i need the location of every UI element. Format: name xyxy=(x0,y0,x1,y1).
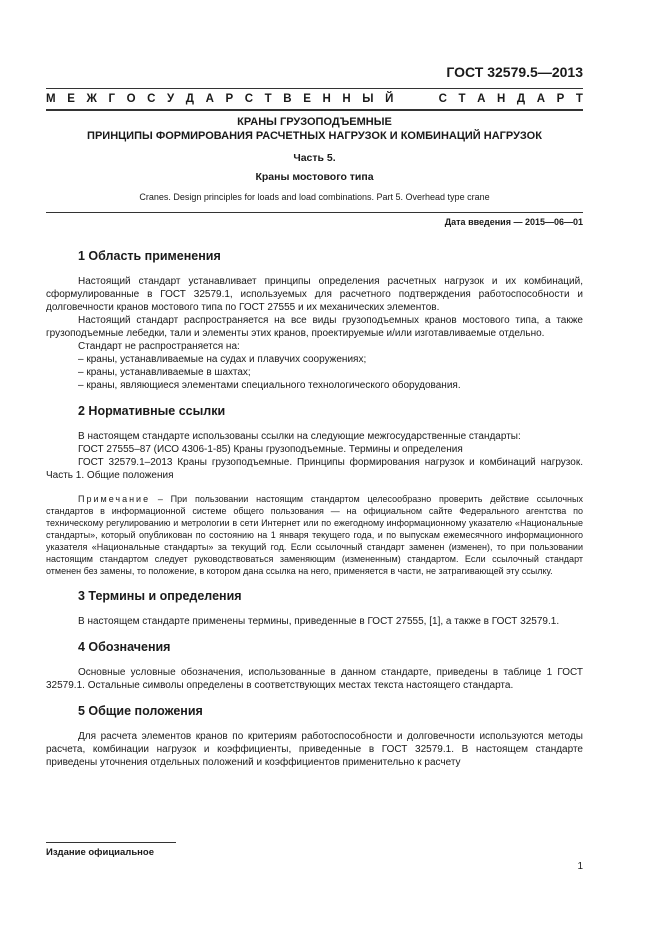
banner-letter: А xyxy=(205,93,214,105)
document-body xyxy=(46,248,583,769)
english-title: Cranes. Design principles for loads and load combinations. Part 5. Overhead type crane xyxy=(139,192,490,202)
document-title-block xyxy=(46,115,583,202)
banner-letter: Ж xyxy=(86,93,97,105)
section-heading-scope: 1 Область применения xyxy=(78,249,221,263)
title-line-2: ПРИНЦИПЫ ФОРМИРОВАНИЯ РАСЧЕТНЫХ НАГРУЗОК И КОМБИНАЦИЙ НАГРУЗОК xyxy=(87,130,542,142)
document-subtitle: Краны мостового типа xyxy=(255,171,374,183)
banner-letter: Е xyxy=(303,93,311,105)
paragraph: Настоящий стандарт устанавливает принципы определения расчетных нагрузок и их комбинаций, сформулированные в ГОСТ 32579.1, используемых для расчетного подтверждения работоспособности и долговечности кранов мостового типа по ГОСТ 27555 и их механических элементов. xyxy=(46,276,583,313)
list-item: – краны, являющиеся элементами специального технологического оборудования. xyxy=(78,380,461,391)
banner-letter: Р xyxy=(556,93,565,105)
banner-letter: Ы xyxy=(362,93,374,105)
banner-letter: У xyxy=(167,93,175,105)
banner-letter: Е xyxy=(67,93,75,105)
paragraph: В настоящем стандарте использованы ссылки на следующие межгосударственные стандарты: xyxy=(78,431,521,442)
page-number: 1 xyxy=(577,861,583,872)
paragraph: В настоящем стандарте применены термины, приведенные в ГОСТ 27555, [1], а также в ГОСТ 32579.1. xyxy=(78,616,560,627)
reference-item: ГОСТ 32579.1–2013 Краны грузоподъемные. Принципы формирования нагрузок и комбинаций нагрузок. Часть 1. Общие положения xyxy=(46,457,583,481)
paragraph: Стандарт не распространяется на: xyxy=(78,341,240,352)
banner-letter: С xyxy=(438,93,447,105)
banner-letter: Т xyxy=(264,93,272,105)
banner-letter: Р xyxy=(225,93,234,105)
list-item: – краны, устанавливаемые на судах и плавучих сооружениях; xyxy=(78,354,367,365)
note-label: Примечание xyxy=(78,494,151,504)
standard-number: ГОСТ 32579.5—2013 xyxy=(446,64,583,80)
paragraph: Основные условные обозначения, использованные в данном стандарте, приведены в таблице 1 ГОСТ 32579.1. Остальные символы определены в соответствующих местах текста настоящего стандарта. xyxy=(46,667,583,691)
section-heading-general: 5 Общие положения xyxy=(78,704,203,718)
banner-letter: А xyxy=(477,93,486,105)
section-heading-references: 2 Нормативные ссылки xyxy=(78,404,226,418)
part-label: Часть 5. xyxy=(293,152,336,164)
paragraph: Настоящий стандарт распространяется на все виды грузоподъемных кранов мостового типа, а также грузоподъемные лебедки, тали и элементы этих кранов, проектируемые и/или изготавливаемые отдельно. xyxy=(46,315,583,339)
paragraph: Для расчета элементов кранов по критериям работоспособности и долговечности используются методы расчета, комбинации нагрузок и коэффициенты, приведенные в ГОСТ 32579.1. В настоящем стандарте приведены уточнения отдельных положений и коэффициентов применительно к расчету xyxy=(46,731,583,768)
banner-letter: А xyxy=(536,93,546,105)
introduction-date: Дата введения — 2015—06—01 xyxy=(444,217,583,227)
banner-letter: Д xyxy=(516,93,526,105)
note-text: – При пользовании настоящим стандартом целесообразно проверить действие ссылочных стандартов в информационной системе общего пользования — на официальном сайте Федерального агентства по техническому регулированию и метрологии в сети Интернет или по ежегодному информационному указателю «Национальные стандарты», который опубликован по состоянию на 1 января текущего года, и по выпускам ежемесячного информационного указателя «Национальные стандарты» за текущий год. Если ссылочный стандарт заменен (изменен), то при пользовании настоящим стандартом следует руководствоваться заменяющим (измененным) стандартом. Если ссылочный стандарт отменен без замены, то положение, в котором дана ссылка на него, применяется в части, не затрагивающей эту ссылку. xyxy=(46,494,583,576)
banner-letter: Н xyxy=(322,93,331,105)
banner-letter: Н xyxy=(342,93,351,105)
banner-letter: Т xyxy=(458,93,466,105)
banner-letter: С xyxy=(147,93,156,105)
banner-letter: Н xyxy=(497,93,506,105)
banner-letter: С xyxy=(244,93,254,105)
list-item: – краны, устанавливаемые в шахтах; xyxy=(78,367,251,378)
official-edition-label: Издание официальное xyxy=(46,847,154,858)
banner-letter: Т xyxy=(575,93,583,105)
section-heading-terms: 3 Термины и определения xyxy=(78,589,242,603)
banner-letter: М xyxy=(46,93,56,105)
banner-letter: Г xyxy=(108,93,115,105)
section-heading-symbols: 4 Обозначения xyxy=(78,640,171,654)
banner-letter: О xyxy=(126,93,136,105)
note xyxy=(46,493,583,577)
interstate-standard-banner xyxy=(46,88,583,111)
banner-letter: Д xyxy=(185,93,194,105)
footer-divider xyxy=(46,842,176,843)
title-divider xyxy=(46,212,583,213)
banner-letter: Й xyxy=(385,93,394,105)
banner-letter: В xyxy=(283,93,292,105)
title-line-1: КРАНЫ ГРУЗОПОДЪЕМНЫЕ xyxy=(237,116,392,128)
reference-item: ГОСТ 27555–87 (ИСО 4306-1-85) Краны грузоподъемные. Термины и определения xyxy=(78,444,463,455)
